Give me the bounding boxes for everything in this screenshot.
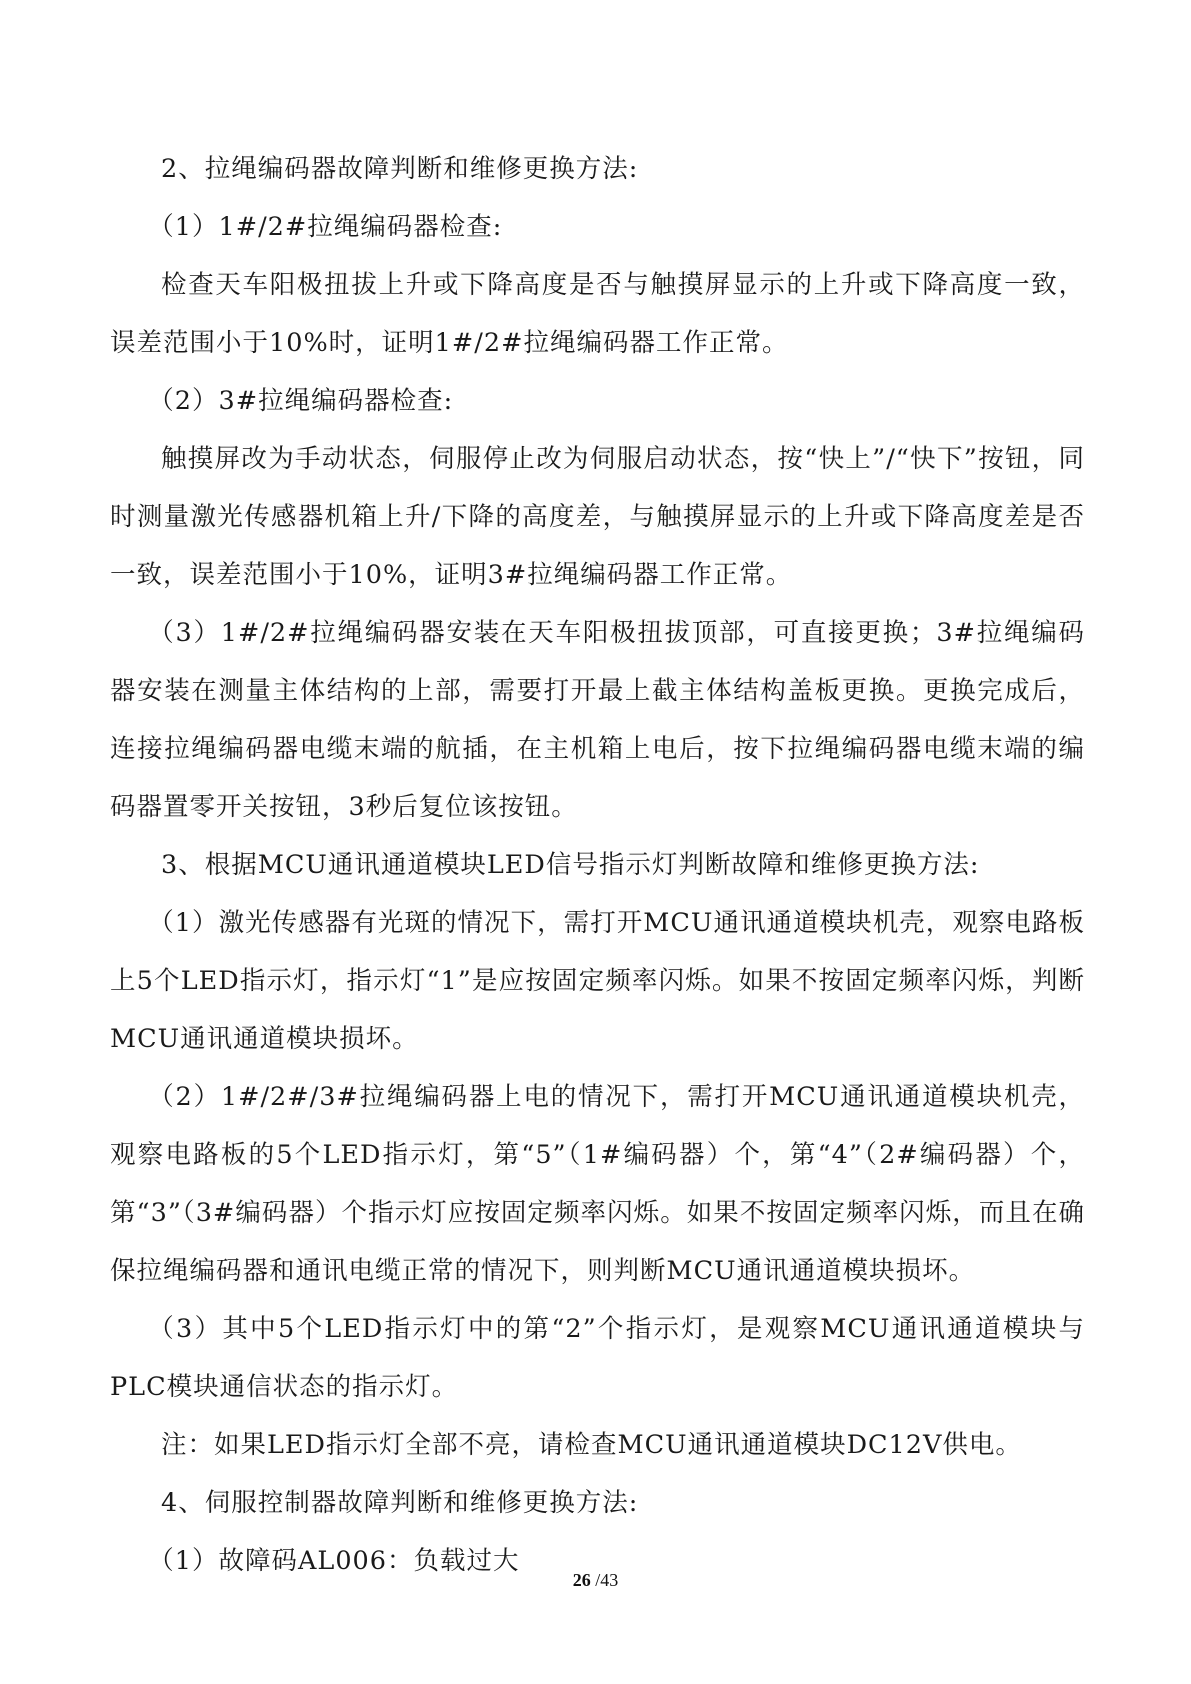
total-pages: /43 <box>590 1570 619 1590</box>
body-text <box>110 140 1085 1590</box>
subsection-3-encoder-check: （2）3#拉绳编码器检查: <box>148 386 454 416</box>
note-paragraph: 注：如果LED指示灯全部不亮，请检查MCU通讯通道模块DC12V供电。 <box>161 1430 1022 1460</box>
section-heading-2: 2、拉绳编码器故障判断和维修更换方法: <box>161 154 639 184</box>
paragraph-fault-code: （1）故障码AL006：负载过大 <box>148 1546 520 1576</box>
paragraph-encoder-3-desc: 触摸屏改为手动状态，伺服停止改为伺服启动状态，按“快上”/“快下”按钮，同时测量激光传感器机箱上升/下降的高度差，与触摸屏显示的上升或下降高度差是否一致，误差范围小于10%，证明3#拉绳编码器工作正常。 <box>110 444 1085 590</box>
paragraph-encoder-check-desc: 检查天车阳极扭拔上升或下降高度是否与触摸屏显示的上升或下降高度一致，误差范围小于10%时，证明1#/2#拉绳编码器工作正常。 <box>110 270 1085 358</box>
paragraph-mcu-plc: （3）其中5个LED指示灯中的第“2”个指示灯，是观察MCU通讯通道模块与PLC模块通信状态的指示灯。 <box>110 1314 1085 1402</box>
section-heading-4: 4、伺服控制器故障判断和维修更换方法: <box>161 1488 639 1518</box>
paragraph-encoder-replace: （3）1#/2#拉绳编码器安装在天车阳极扭拔顶部，可直接更换；3#拉绳编码器安装在测量主体结构的上部，需要打开最上截主体结构盖板更换。更换完成后，连接拉绳编码器电缆末端的航插，在主机箱上电后，按下拉绳编码器电缆末端的编码器置零开关按钮，3秒后复位该按钮。 <box>110 618 1085 822</box>
paragraph-mcu-encoder: （2）1#/2#/3#拉绳编码器上电的情况下，需打开MCU通讯通道模块机壳，观察电路板的5个LED指示灯，第“5”（1#编码器）个，第“4”（2#编码器）个，第“3”（3#编码器）个指示灯应按固定频率闪烁。如果不按固定频率闪烁，而且在确保拉绳编码器和通讯电缆正常的情况下，则判断MCU通讯通道模块损坏。 <box>110 1082 1085 1286</box>
page-number <box>0 1570 1191 1591</box>
section-heading-3: 3、根据MCU通讯通道模块LED信号指示灯判断故障和维修更换方法: <box>161 850 980 880</box>
subsection-1-2-encoder-check: （1）1#/2#拉绳编码器检查: <box>148 212 503 242</box>
current-page-number: 26 <box>572 1570 591 1590</box>
paragraph-mcu-laser: （1）激光传感器有光斑的情况下，需打开MCU通讯通道模块机壳，观察电路板上5个LED指示灯，指示灯“1”是应按固定频率闪烁。如果不按固定频率闪烁，判断MCU通讯通道模块损坏。 <box>110 908 1085 1054</box>
